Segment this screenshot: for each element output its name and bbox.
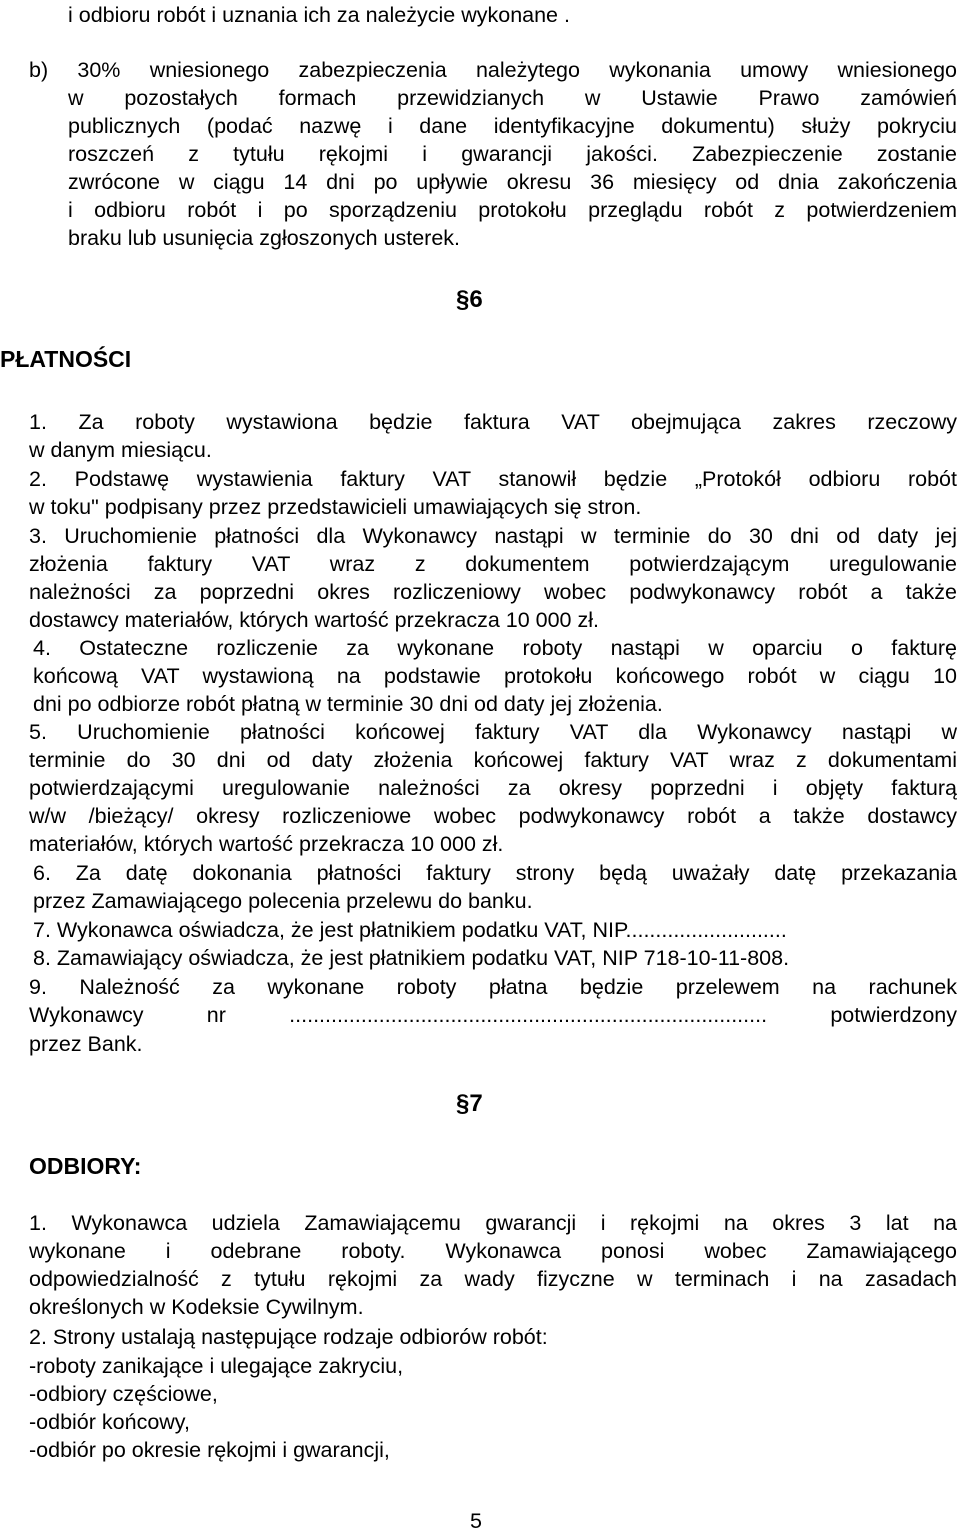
clause-b-line: b) 30% wniesionego zabezpieczenia należytego wykonania umowy wniesionego (29, 58, 957, 82)
acceptance-line: wykonane i odebrane roboty. Wykonawca ponosi wobec Zamawiającego (29, 1239, 957, 1263)
section-number: §6 (456, 286, 483, 313)
section-sign: § (456, 1090, 470, 1117)
section-heading: ODBIORY: (29, 1153, 142, 1179)
payment-line: przez Zamawiającego polecenia przelewu do banku. (33, 889, 533, 913)
payment-line: 8. Zamawiający oświadcza, że jest płatnikiem podatku VAT, NIP 718-10-11-808. (33, 946, 790, 970)
payment-line: należności za poprzedni okres rozliczeniowy wobec podwykonawcy robót a także (29, 580, 957, 604)
top-line: i odbioru robót i uznania ich za należycie wykonane . (68, 3, 570, 27)
payment-line: Wykonawcy nr ................................................................................ potwierdzony (29, 1003, 957, 1027)
payment-line: 3. Uruchomienie płatności dla Wykonawcy nastąpi w terminie do 30 dni od daty jej (29, 524, 957, 548)
clause-b-line: publicznych (podać nazwę i dane identyfikacyjne dokumentu) służy pokryciu (68, 114, 957, 138)
acceptance-line: odpowiedzialność z tytułu rękojmi za wady fizyczne w terminach i na zasadach (29, 1267, 957, 1291)
payment-line: 7. Wykonawca oświadcza, że jest płatnikiem podatku VAT, NIP........................... (33, 918, 787, 942)
section-number: §7 (456, 1090, 483, 1117)
payment-line: w toku" podpisany przez przedstawicieli umawiających się stron. (29, 495, 642, 519)
acceptance-line: -roboty zanikające i ulegające zakryciu, (29, 1354, 404, 1378)
section-heading: PŁATNOŚCI (0, 346, 132, 372)
payment-line: 4. Ostateczne rozliczenie za wykonane roboty nastąpi w oparciu o fakturę (33, 636, 957, 660)
clause-b-line: i odbioru robót i po sporządzeniu protokołu przeglądu robót z potwierdzeniem (68, 198, 957, 222)
payment-line: 9. Należność za wykonane roboty płatna będzie przelewem na rachunek (29, 975, 957, 999)
payment-line: dni po odbiorze robót płatną w terminie 30 dni od daty jej złożenia. (33, 692, 663, 716)
payment-line: złożenia faktury VAT wraz z dokumentem potwierdzającym uregulowanie (29, 552, 957, 576)
payment-line: potwierdzającymi uregulowanie należności za okresy poprzedni i objęty fakturą (29, 776, 957, 800)
page-number: 5 (470, 1509, 482, 1533)
payment-line: materiałów, których wartość przekracza 10 000 zł. (29, 832, 504, 856)
payment-line: 2. Podstawę wystawienia faktury VAT stanowił będzie „Protokół odbioru robót (29, 467, 957, 491)
clause-b-line: zwrócone w ciągu 14 dni po upływie okresu 36 miesięcy od dnia zakończenia (68, 170, 957, 194)
payment-line: 5. Uruchomienie płatności końcowej faktury VAT dla Wykonawcy nastąpi w (29, 720, 957, 744)
payment-line: terminie do 30 dni od daty złożenia końcowej faktury VAT wraz z dokumentami (29, 748, 957, 772)
payment-line: końcową VAT wystawioną na podstawie protokołu końcowego robót w ciągu 10 (33, 664, 957, 688)
payment-line: dostawcy materiałów, których wartość przekracza 10 000 zł. (29, 608, 599, 632)
acceptance-line: -odbiór końcowy, (29, 1410, 190, 1434)
payment-line: przez Bank. (29, 1032, 143, 1056)
acceptance-line: określonych w Kodeksie Cywilnym. (29, 1295, 364, 1319)
payment-line: 6. Za datę dokonania płatności faktury strony będą uważały datę przekazania (33, 861, 957, 885)
clause-b-line: braku lub usunięcia zgłoszonych usterek. (68, 226, 460, 250)
acceptance-line: 2. Strony ustalają następujące rodzaje odbiorów robót: (29, 1325, 548, 1349)
payment-line: w/w /bieżący/ okresy rozliczeniowe wobec podwykonawcy robót a także dostawcy (29, 804, 957, 828)
payment-line: w danym miesiącu. (29, 438, 212, 462)
payment-line: 1. Za roboty wystawiona będzie faktura VAT obejmująca zakres rzeczowy (29, 410, 957, 434)
acceptance-line: -odbiór po okresie rękojmi i gwarancji, (29, 1438, 390, 1462)
clause-b-line: w pozostałych formach przewidzianych w Ustawie Prawo zamówień (68, 86, 957, 110)
acceptance-line: -odbiory częściowe, (29, 1382, 218, 1406)
section-sign: § (456, 286, 470, 313)
acceptance-line: 1. Wykonawca udziela Zamawiającemu gwarancji i rękojmi na okres 3 lat na (29, 1211, 957, 1235)
clause-b-line: roszczeń z tytułu rękojmi i gwarancji jakości. Zabezpieczenie zostanie (68, 142, 957, 166)
